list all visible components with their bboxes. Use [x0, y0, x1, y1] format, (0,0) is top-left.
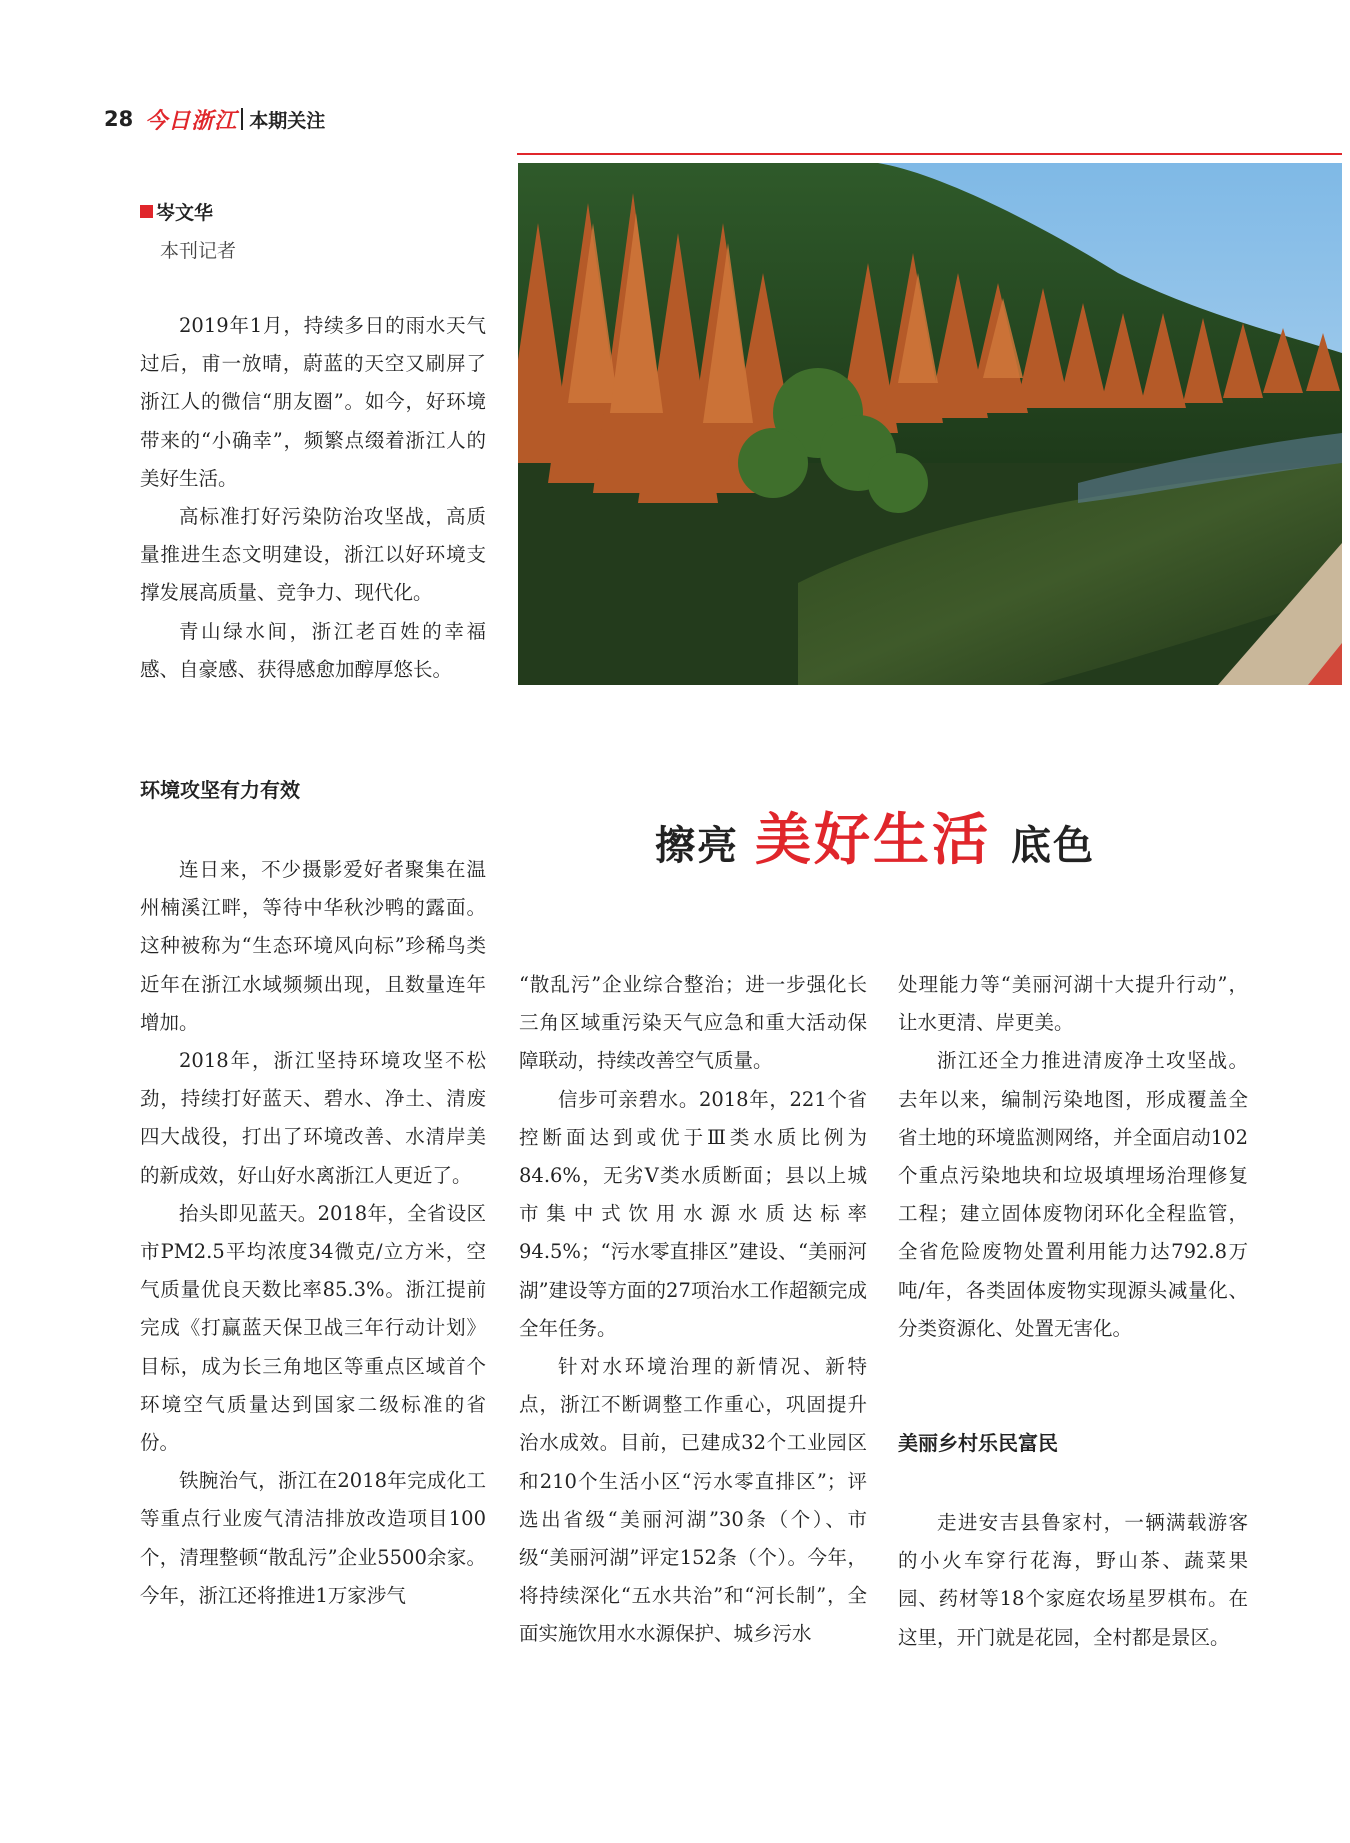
column-1-intro: [140, 307, 486, 689]
magazine-logo: 今日浙江: [145, 107, 238, 134]
page-header: [104, 104, 325, 134]
title-prefix: 擦亮: [655, 822, 739, 869]
column-1-body: [140, 851, 486, 1615]
paragraph: 信步可亲碧水。2018年，221个省控断面达到或优于Ⅲ类水质比例为84.6%，无劣Ⅴ类水质断面；县以上城市集中式饮用水源水质达标率94.5%；“污水零直排区”建设、“美丽河湖”建设等方面的27项治水工作超额完成全年任务。: [519, 1087, 867, 1340]
column-3-top: [898, 966, 1248, 1348]
paragraph: 铁腕治气，浙江在2018年完成化工等重点行业废气清洁排放改造项目100个，清理整顿“散乱污”企业5500余家。今年，浙江还将推进1万家涉气: [140, 1469, 486, 1607]
author-role: 本刊记者: [160, 240, 237, 262]
column-1-heading: [140, 771, 486, 809]
landscape-photo: [518, 163, 1342, 685]
paragraph: “散乱污”企业综合整治；进一步强化长三角区域重污染天气应急和重大活动保障联动，持续改善空气质量。: [519, 973, 867, 1073]
title-highlight: 美好生活: [755, 808, 991, 873]
section-heading: 环境攻坚有力有效: [140, 778, 300, 802]
page-number: 28: [104, 107, 134, 131]
paragraph: 2019年1月，持续多日的雨水天气过后，甫一放晴，蔚蓝的天空又刷屏了浙江人的微信“朋友圈”。如今，好环境带来的“小确幸”，频繁点缀着浙江人的美好生活。: [140, 314, 486, 490]
paragraph: 高标准打好污染防治攻坚战，高质量推进生态文明建设，浙江以好环境支撑发展高质量、竞争力、现代化。: [140, 505, 486, 605]
author-marker: [140, 205, 153, 218]
column-3-heading: [898, 1424, 1248, 1462]
paragraph: 针对水环境治理的新情况、新特点，浙江不断调整工作重心，巩固提升治水成效。目前，已建成32个工业园区和210个生活小区“污水零直排区”；评选出省级“美丽河湖”30条（个）、市级“美丽河湖”评定152条（个）。今年，将持续深化“五水共治”和“河长制”，全面实施饮用水水源保护、城乡污水: [519, 1355, 867, 1646]
section-heading: 美丽乡村乐民富民: [898, 1431, 1058, 1455]
paragraph: 抬头即见蓝天。2018年，全省设区市PM2.5平均浓度34微克/立方米，空气质量优良天数比率85.3%。浙江提前完成《打赢蓝天保卫战三年行动计划》目标，成为长三角地区等重点区域首个环境空气质量达到国家二级标准的省份。: [140, 1201, 486, 1455]
paragraph: 处理能力等“美丽河湖十大提升行动”，让水更清、岸更美。: [898, 973, 1248, 1035]
article-title: [655, 796, 1095, 876]
column-2: [519, 966, 867, 1654]
top-rule: [517, 153, 1342, 155]
author-name: [140, 198, 213, 225]
paragraph: 青山绿水间，浙江老百姓的幸福感、自豪感、获得感愈加醇厚悠长。: [140, 619, 486, 681]
author-text: 岑文华: [156, 202, 214, 224]
title-suffix: 底色: [1011, 822, 1095, 869]
paragraph: 走进安吉县鲁家村，一辆满载游客的小火车穿行花海，野山茶、蔬菜果园、药材等18个家庭农场星罗棋布。在这里，开门就是花园，全村都是景区。: [898, 1511, 1248, 1649]
column-3-body: [898, 1504, 1248, 1657]
paragraph: 连日来，不少摄影爱好者聚集在温州楠溪江畔，等待中华秋沙鸭的露面。这种被称为“生态环境风向标”珍稀鸟类近年在浙江水域频频出现，且数量连年增加。: [140, 858, 486, 1034]
paragraph: 浙江还全力推进清废净土攻坚战。去年以来，编制污染地图，形成覆盖全省土地的环境监测网络，并全面启动102个重点污染地块和垃圾填埋场治理修复工程；建立固体废物闭环化全程监管，全省危险废物处置利用能力达792.8万吨/年，各类固体废物实现源头减量化、分类资源化、处置无害化。: [898, 1049, 1248, 1340]
header-divider: [241, 108, 243, 130]
section-name: 本期关注: [249, 109, 326, 132]
paragraph: 2018年，浙江坚持环境攻坚不松劲，持续打好蓝天、碧水、净土、清废四大战役，打出了环境改善、水清岸美的新成效，好山好水离浙江人更近了。: [140, 1049, 486, 1187]
